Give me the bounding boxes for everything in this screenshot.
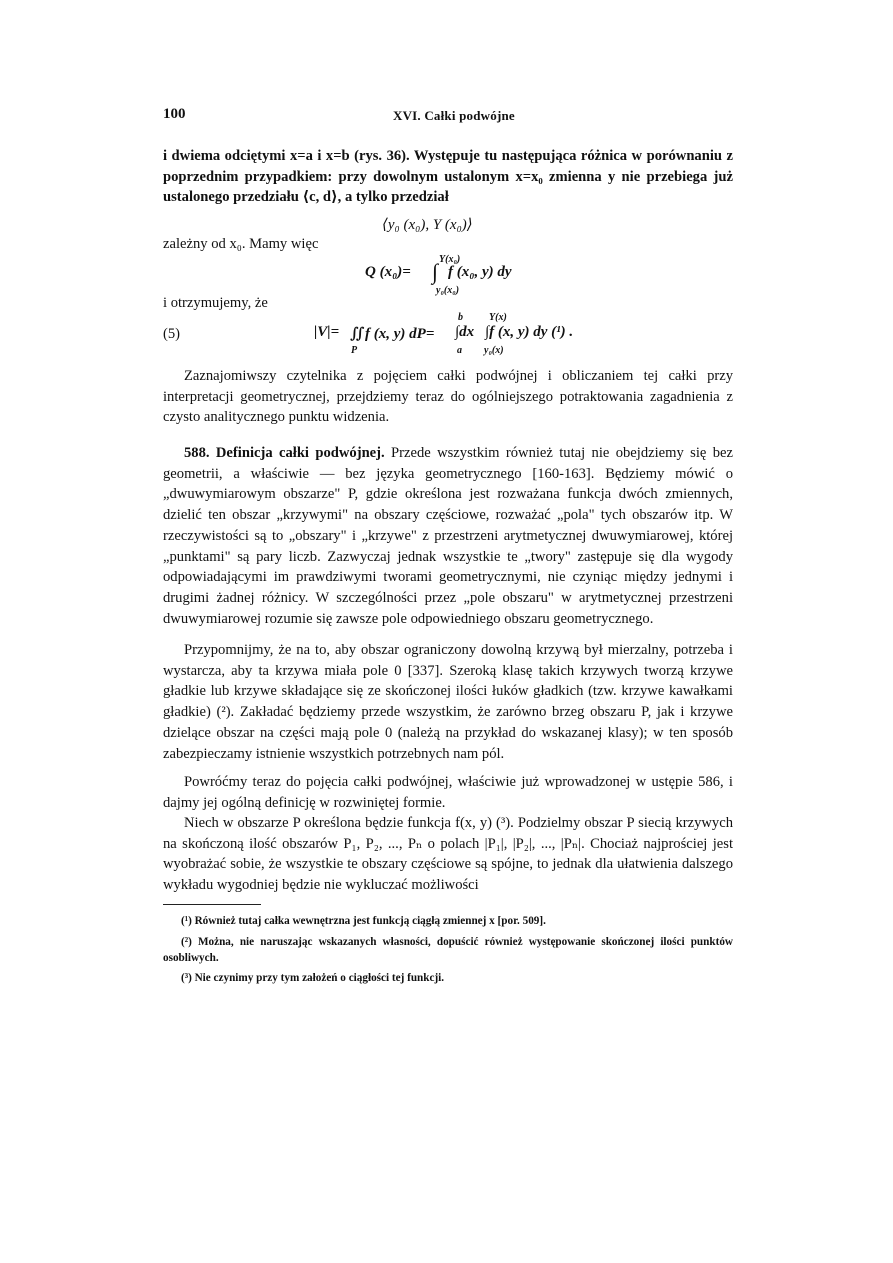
paragraph-2: Przypomnijmy, że na to, aby obszar ograniczony dowolną krzywą był mierzalny, potrzeba i wystarcza, aby ta krzywa miała pole 0 [337]. Szeroką klasę takich krzywych tworzą krzywe gładkie lub krzywe składające się ze skończonej ilości łuków gładkich (tzw. krzywe kawałkami gładkie) (²). Zakładać będziemy przede wszystkim, że zarówno brzeg obszaru P, jak i krzywe dzielące obszar na części mają pole 0 (należą na przykład do wskazanej klasy); w ten sposób zabezpieczamy istnienie wszystkich potrzebnych nam pól.: [163, 642, 733, 762]
section-heading: 588. Definicja całki podwójnej.: [184, 445, 385, 461]
v-inner-integral: ∫f (x, y) dy (¹) .: [485, 324, 574, 340]
page-number: 100: [163, 106, 186, 122]
section-text: Przede wszystkim również tutaj nie obejdziemy się bez geometrii, a właściwie — bez języka geometrycznego [160-163]. Będziemy mówić o „dwuwymiarowym obszarze" P, gdzie określona jest rozważana funkcja dwóch zmiennych, dzielić ten obszar „krzywymi" na obszary częściowe, rozważać „pola" tych obszarów itp. W rzeczywistości są to „obszary" i „krzywe" z przestrzeni arytmetycznej dwuwymiarowej, której „punktami" są pary liczb. Zazwyczaj jednak wszystkie te „twory" zastępuje się dla wygody odpowiadającymi im prawdziwymi tworami geometrycznymi, nie czyniąc między jednymi i drugimi żadnej różnicy. W szczególności przez „pole obszaru" w arytmetycznej przestrzeni dwuwymiarowej rozumie się zawsze pole odpowiedniego obszaru geometrycznego.: [163, 445, 733, 627]
v-double-integral: ∬f (x, y) dP=: [350, 326, 435, 342]
v-formula-lhs: |V|=: [314, 324, 340, 340]
page-header: [163, 106, 733, 128]
equation-number: (5): [163, 326, 181, 342]
v-outer-upper: b: [458, 312, 463, 323]
footnote-3: (³) Nie czynimy przy tym założeń o ciągłości tej funkcji.: [181, 972, 445, 984]
q-integral-sign: ∫: [432, 259, 439, 284]
interval-formula: ⟨y₀ (x₀), Y (x₀)⟩: [382, 217, 473, 233]
v-inner-lower: y₀(x): [484, 345, 504, 356]
footnote-2: (²) Można, nie naruszając wskazanych własności, dopuścić również występowanie skończonej ilości punktów osobliwych.: [163, 936, 733, 964]
q-integrand: f (x₀, y) dy: [448, 264, 512, 280]
summary-paragraph: Zaznajomiwszy czytelnika z pojęciem całki podwójnej i obliczaniem tej całki przy interpretacji geometrycznej, przejdziemy teraz do ogólniejszego potraktowania zagadnienia z czysto analitycznego punktu widzenia.: [163, 368, 733, 426]
dependent-text: zależny od x₀. Mamy więc: [163, 236, 319, 252]
v-domain: P: [351, 345, 358, 356]
section-588: [163, 443, 733, 629]
obtain-text: i otrzymujemy, że: [163, 295, 268, 311]
paragraph-4: Niech w obszarze P określona będzie funkcja f(x, y) (³). Podzielmy obszar P siecią krzywych na skończoną ilość obszarów P₁, P₂, ..., Pₙ o polach |P₁|, |P₂|, ..., |Pₙ|. Chociaż najprościej jest wyobrażać sobie, że wszystkie te obszary częściowe są spójne, to jednak dla ułatwienia dalszego wykładu wygodniej będzie nie wykluczać możliwości: [163, 815, 733, 894]
intro-paragraph: i dwiema odciętymi x=a i x=b (rys. 36). Występuje tu następująca różnica w porównaniu z poprzednim przypadkiem: przy dowolnym ustalonym x=x₀ zmienna y nie przebiega już ustalonego przedziału ⟨c, d⟩, a tylko przedział: [163, 148, 733, 206]
q-lower-limit: y₀(x₀): [436, 285, 460, 296]
q-formula-lhs: Q (x₀)=: [365, 264, 411, 280]
v-outer-integral: ∫dx: [455, 324, 475, 340]
footnote-rule: [163, 904, 261, 905]
running-title: XVI. Całki podwójne: [393, 108, 515, 123]
v-inner-upper: Y(x): [489, 312, 507, 323]
paragraph-3: Powróćmy teraz do pojęcia całki podwójnej, właściwie już wprowadzonej w ustępie 586, i dajmy jej ogólną definicję w rozwiniętej formie.: [163, 774, 733, 811]
footnote-1: (¹) Również tutaj całka wewnętrzna jest funkcją ciągłą zmiennej x [por. 509].: [181, 915, 546, 927]
v-outer-lower: a: [457, 345, 462, 356]
q-upper-limit: Y(x₀): [439, 254, 461, 265]
